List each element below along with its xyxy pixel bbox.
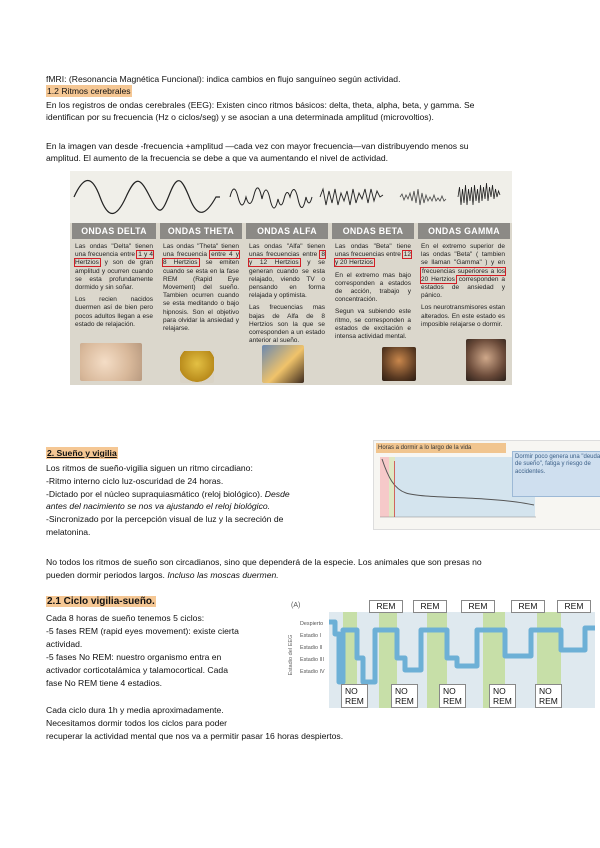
intro-p1-l2: identifican por su frecuencia (Hz o ciclos/seg) y se asocian a una determinada amplitud (microvoltios).	[46, 112, 434, 122]
brain-waves-panel	[70, 223, 512, 385]
intro-p2-l1: En la imagen van desde -frecuencia +amplitud —cada vez con mayor frecuencia—van distribuyendo menos su	[46, 141, 469, 151]
gamma-header: ONDAS GAMMA	[418, 223, 510, 239]
delta-header: ONDAS DELTA	[72, 223, 156, 239]
sleep-l6: melatonina.	[46, 527, 91, 537]
cycle-l8: Necesitamos dormir todos los ciclos para poder	[46, 718, 228, 728]
rem-label-5: REM	[557, 600, 591, 613]
beta-text: Las ondas "Beta" tiene unas frecuencias entre 12 y 20 Hertzios En el extremo mas bajo corresponden a estados de acción, trabajo y concentración. Segun va subiendo este ritmo, se corresponden a estados de excitación e intensa actividad mental.	[335, 243, 411, 341]
cycle-l2: -5 fases REM (rapid eyes movement): existe cierta	[46, 626, 239, 636]
beta-wave	[400, 189, 446, 205]
no-rem-label-3: NO REM	[439, 684, 466, 708]
hypnogram-axis-label: Estadio del EEG	[288, 634, 294, 676]
anxious-person-image	[466, 339, 506, 381]
chart-title: Horas a dormir a lo largo de la vida	[376, 443, 506, 453]
sleep-p2-l1: No todos los ritmos de sueño son circadianos, sino que dependerá de la especie. Los animales que son presas no	[46, 557, 482, 567]
beta-header: ONDAS BETA	[332, 223, 414, 239]
delta-text: Las ondas "Delta" tienen una frecuencia entre 1 y 4 Hertzios y son de gran amplitud y ocurren cuando se esta profundamente dormido y sin soñar. Los recien nacidos duermen así de bien pero pocos adultos llegan a ese estado de relajación.	[75, 243, 154, 328]
cycle-l3: actividad.	[46, 639, 83, 649]
cycle-l7: Cada ciclo dura 1h y media aproximadamente.	[46, 705, 224, 715]
delta-freq-highlight: 1 y 4 Hertzios	[75, 251, 154, 267]
alfa-wave	[320, 189, 383, 205]
theta-header: ONDAS THETA	[160, 223, 242, 239]
cycle-l9: recuperar la actividad mental que nos va a permitir pasar 16 horas despiertos.	[46, 731, 344, 741]
sleep-l1: Los ritmos de sueño-vigilia siguen un ritmo circadiano:	[46, 463, 253, 473]
intro-p2-l2: amplitud. El aumento de la frecuencia se debe a que va aumentando el nivel de actividad.	[46, 153, 389, 163]
delta-wave	[74, 181, 220, 214]
sleeping-baby-image	[80, 343, 142, 381]
gamma-wave	[458, 183, 500, 205]
no-rem-label-1: NO REM	[341, 684, 368, 708]
relaxing-person-image	[262, 345, 304, 383]
sleep-cycle-hypnogram	[285, 598, 597, 718]
hypnogram-levels: Despierto Estadio I Estadio II Estadio III Estadio IV	[300, 621, 325, 675]
cycle-l5: activador corticotalámica y talamocortical. Cada	[46, 665, 228, 675]
gamma-freq-highlight: frecuencias superiores a los 20 Hertzios	[421, 267, 505, 283]
no-rem-label-4: NO REM	[489, 684, 516, 708]
rem-label-3: REM	[461, 600, 495, 613]
cycle-l6: fase No REM tiene 4 estadios.	[46, 678, 163, 688]
section-title-text: 1.2 Ritmos cerebrales	[47, 86, 131, 96]
no-rem-label-5: NO REM	[535, 684, 562, 708]
eeg-wave-strip	[70, 171, 512, 223]
beta-freq-highlight: 12 y 20 Hertzios	[335, 251, 411, 267]
alfa-header: ONDAS ALFA	[246, 223, 328, 239]
rem-label-2: REM	[413, 600, 447, 613]
sleep-l4: antes del nacimiento se nos va ajustando el reloj biológico.	[46, 501, 271, 511]
hypnogram-tag: (A)	[291, 602, 301, 609]
sleep-title: 2. Sueño y vigilia	[47, 448, 117, 458]
no-rem-label-2: NO REM	[391, 684, 418, 708]
cycle-title: 2.1 Ciclo vigilia-sueño.	[47, 596, 155, 607]
sleep-l2: -Ritmo interno ciclo luz-oscuridad de 24 horas.	[46, 476, 224, 486]
alfa-freq-highlight: 8 y 12 Hertzios	[249, 251, 325, 267]
fmri-line: fMRI: (Resonancia Magnética Funcional): indica cambios en flujo sanguíneo según actividad.	[46, 74, 401, 84]
rem-label-4: REM	[511, 600, 545, 613]
cycle-l1: Cada 8 horas de sueño tenemos 5 ciclos:	[46, 613, 205, 623]
chart-note: Dormir poco genera una "deuda de sueño", fatiga y riesgo de accidentes.	[512, 451, 600, 497]
rem-label-1: REM	[369, 600, 403, 613]
sleep-l3: -Dictado por el núcleo supraquiasmático (reloj biológico). Desde	[46, 489, 290, 499]
meditation-figure-image	[180, 351, 214, 383]
alfa-text: Las ondas "Alfa" tienen unas frecuencias entre 8 y 12 Hertzios y se generan cuando se esta relajado, viendo TV o pensando en forma relajada y optimista. Las frecuencias mas bajas de Alfa de 8 Hertzios son la que se corresponden a un estado anterior al sueño.	[249, 243, 326, 345]
theta-freq-highlight: entre 4 y 8 Hertzios	[163, 251, 239, 267]
gamma-text: En el extremo superior de las ondas "Beta" ( tambien se llaman "Gamma" ) y en frecuencias superiores a los 20 Hertzios corresponden a estados de ansiedad y pánico. Los neurotransmisores estan alterados. En este estado es imposible relajarse o dormir.	[421, 243, 505, 328]
sleep-hours-chart	[373, 440, 600, 530]
section-title-ritmos	[46, 85, 132, 97]
theta-wave	[230, 188, 312, 208]
intro-p1-l1: En los registros de ondas cerebrales (EEG): Existen cinco ritmos básicos: delta, theta, alpha, beta, y gamma. Se	[46, 100, 475, 110]
sleep-l5: -Sincronizado por la percepción visual de luz y la secreción de	[46, 514, 284, 524]
sleep-p2-l2: pueden dormir periodos largos. Incluso las moscas duermen.	[46, 570, 279, 580]
working-person-image	[382, 347, 416, 381]
theta-text: Las ondas "Theta" tienen una frecuencia entre 4 y 8 Hertzios se emiten cuando se esta en la fase REM (Rapid Eye Movement) del sueño. Tambien ocurren cuando se esta meditando o bajo hipnosis. Son el objetivo para olvidar la ansiedad y relajarse.	[163, 243, 240, 333]
cycle-l4: -5 fases No REM: nuestro organismo entra en	[46, 652, 222, 662]
